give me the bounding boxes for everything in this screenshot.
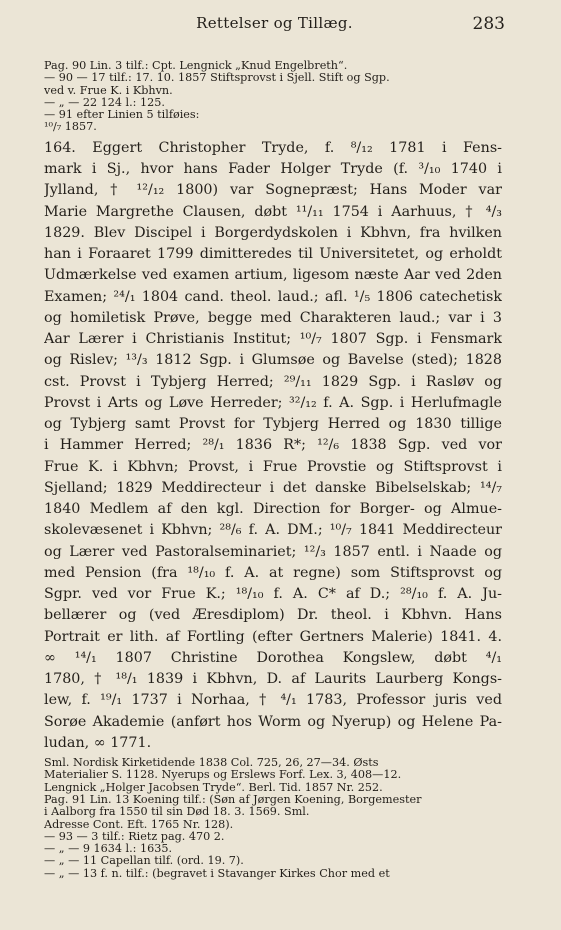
entry-text-line: Provst i Arts og Løve Herreder; ³²/₁₂ f. A. Sgp. i Herlufmagle xyxy=(44,394,502,411)
entry-text-line: 164. Eggert Christopher Tryde, f. ⁸/₁₂ 1781 i Fens- xyxy=(44,139,502,156)
entry-text-line: cst. Provst i Tybjerg Herred; ²⁹/₁₁ 1829 Sgp. i Rasløv og xyxy=(44,373,502,390)
source-line: — „ — 13 f. n. tilf.: (begravet i Stavanger Kirkes Chor med et xyxy=(44,867,390,880)
entry-text-line: ∞ ¹⁴/₁ 1807 Christine Dorothea Kongslew, døbt ⁴/₁ xyxy=(44,649,502,666)
entry-text-line: 1840 Medlem af den kgl. Direction for Borger- og Almue- xyxy=(44,501,502,518)
entry-text-line: Jylland, † ¹²/₁₂ 1800) var Sognepræst; Hans Moder var xyxy=(44,182,502,199)
source-line: Lengnick „Holger Jacobsen Tryde“. Berl. Tid. 1857 Nr. 252. xyxy=(44,781,383,794)
correction-line: ved v. Frue K. i Kbhvn. xyxy=(44,84,173,97)
source-line: Materialier S. 1128. Nyerups og Erslews Forf. Lex. 3, 408—12. xyxy=(44,769,402,782)
entry-text-line: 1829. Blev Discipel i Borgerdydskolen i Kbhvn, fra hvilken xyxy=(44,224,502,241)
entry-text-line: Marie Margrethe Clausen, døbt ¹¹/₁₁ 1754 i Aarhuus, † ⁴/₃ xyxy=(44,203,502,220)
source-line: — „ — 9 1634 l.: 1635. xyxy=(44,843,173,856)
correction-line: — 90 — 17 tilf.: 17. 10. 1857 Stiftsprovst i Sjell. Stift og Sgp. xyxy=(44,72,390,85)
entry-text-line: Sorøe Akademie (anført hos Worm og Nyerup) og Helene Pa- xyxy=(44,713,502,730)
running-head: Rettelser og Tillæg. xyxy=(196,14,353,32)
entry-text-line: og homiletisk Prøve, begge med Charakteren laud.; var i 3 xyxy=(44,309,502,326)
entry-text-line: og Rislev; ¹³/₃ 1812 Sgp. i Glumsøe og Bavelse (sted); 1828 xyxy=(44,352,502,369)
entry-text-line: han i Foraaret 1799 dimitteredes til Universitetet, og erholdt xyxy=(44,246,502,263)
entry-text-line: Examen; ²⁴/₁ 1804 cand. theol. laud.; afl. ¹/₅ 1806 catechetisk xyxy=(44,288,502,305)
entry-text-line: med Pension (fra ¹⁸/₁₀ f. A. at regne) som Stiftsprovst og xyxy=(44,564,502,581)
entry-text-line: lew, f. ¹⁹/₁ 1737 i Norhaa, † ⁴/₁ 1783, Professor juris ved xyxy=(44,692,502,709)
entry-text-line: 1780, † ¹⁸/₁ 1839 i Kbhvn, D. af Laurits Laurberg Kongs- xyxy=(44,671,502,688)
entry-text-line: og Lærer ved Pastoralseminariet; ¹²/₃ 1857 entl. i Naade og xyxy=(44,543,502,560)
source-line: i Aalborg fra 1550 til sin Død 18. 3. 1569. Sml. xyxy=(44,806,310,819)
entry-text-line: i Hammer Herred; ²⁸/₁ 1836 R*; ¹²/₆ 1838 Sgp. ved vor xyxy=(44,437,502,454)
correction-line: Pag. 90 Lin. 3 tilf.: Cpt. Lengnick „Knud Engelbreth“. xyxy=(44,60,348,72)
correction-line: — „ — 22 124 l.: 125. xyxy=(44,96,165,109)
entry-text-line: Sgpr. ved vor Frue K.; ¹⁸/₁₀ f. A. C* af D.; ²⁸/₁₀ f. A. Ju- xyxy=(44,586,502,603)
page-content xyxy=(44,60,502,880)
entry-text-line: Frue K. i Kbhvn; Provst, i Frue Provstie og Stiftsprovst i xyxy=(44,458,502,475)
source-line: — 93 — 3 tilf.: Rietz pag. 470 2. xyxy=(44,830,225,843)
sources-and-corrections-block xyxy=(44,757,502,880)
correction-line: ¹⁰/₇ 1857. xyxy=(44,121,97,134)
source-line: Pag. 91 Lin. 13 Koening tilf.: (Søn af Jørgen Koening, Borgemester xyxy=(44,793,422,806)
entry-text-line: Portrait er lith. af Fortling (efter Gertners Malerie) 1841. 4. xyxy=(44,628,502,645)
entry-text-line: skolevæsenet i Kbhvn; ²⁸/₆ f. A. DM.; ¹⁰/₇ 1841 Meddirecteur xyxy=(44,522,502,539)
page-header xyxy=(44,14,505,36)
entry-text-line: Sjelland; 1829 Meddirecteur i det danske Bibelselskab; ¹⁴/₇ xyxy=(44,479,502,496)
entry-text-line: ludan, ∞ 1771. xyxy=(44,734,152,751)
entry-text-line: Udmærkelse ved examen artium, ligesom næste Aar ved 2den xyxy=(44,267,502,284)
entry-text-line: bellærer og (ved Æresdiplom) Dr. theol. i Kbhvn. Hans xyxy=(44,607,502,624)
corrections-block-top xyxy=(44,60,502,134)
correction-line: — 91 efter Linien 5 tilføies: xyxy=(44,109,200,122)
biography-entry-164 xyxy=(44,138,502,754)
source-line: Adresse Cont. Eft. 1765 Nr. 128). xyxy=(44,818,234,831)
source-line: Sml. Nordisk Kirketidende 1838 Col. 725, 26, 27—34. Østs xyxy=(44,757,379,770)
entry-text-line: og Tybjerg samt Provst for Tybjerg Herred og 1830 tillige xyxy=(44,416,502,433)
source-line: — „ — 11 Capellan tilf. (ord. 19. 7). xyxy=(44,855,244,868)
entry-text-line: Aar Lærer i Christianis Institut; ¹⁰/₇ 1807 Sgp. i Fensmark xyxy=(44,331,502,348)
entry-text-line: mark i Sj., hvor hans Fader Holger Tryde (f. ³/₁₀ 1740 i xyxy=(44,161,502,178)
page-number: 283 xyxy=(472,14,505,34)
